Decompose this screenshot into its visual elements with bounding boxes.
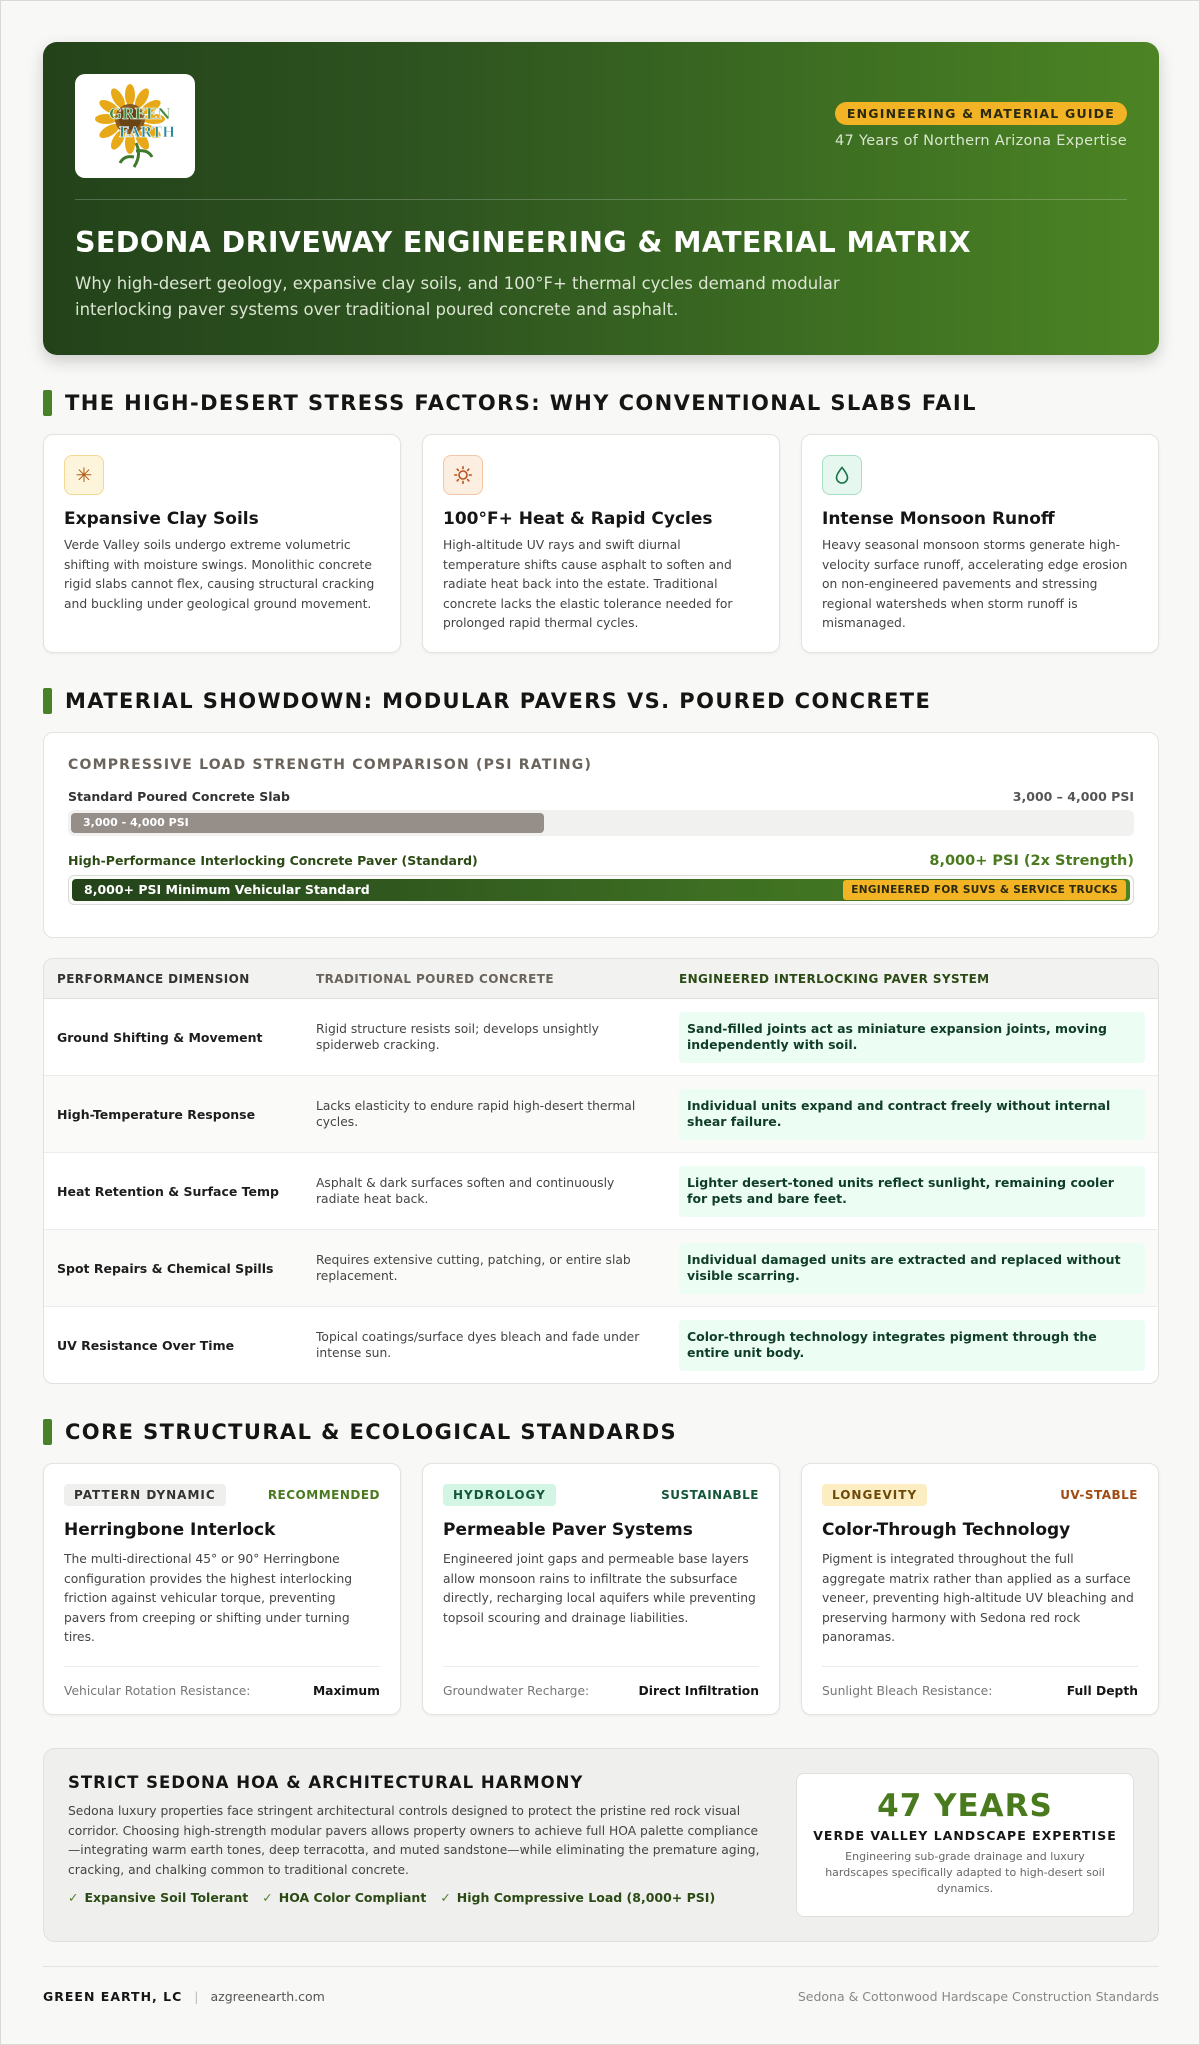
metric-label: Sunlight Bleach Resistance: bbox=[822, 1683, 993, 1698]
page bbox=[1, 1, 1200, 2045]
stress-card-monsoon bbox=[801, 434, 1159, 653]
standards-cards bbox=[43, 1463, 1159, 1715]
metric-value: Direct Infiltration bbox=[638, 1683, 759, 1698]
stress-card-text: Verde Valley soils undergo extreme volumetric shifting with moisture swings. Monolithic concrete rigid slabs cannot flex, causing structural cracking and buckling under geological ground movement. bbox=[64, 538, 375, 611]
table-row bbox=[44, 1076, 1158, 1153]
stress-card-text: Heavy seasonal monsoon storms generate high-velocity surface runoff, accelerating edge erosion on non-engineered pavements and stressing regional watersheds when storm runoff is mismanaged. bbox=[822, 538, 1128, 630]
row-paver: Individual units expand and contract freely without internal shear failure. bbox=[679, 1089, 1145, 1140]
standard-status: RECOMMENDED bbox=[267, 1488, 380, 1502]
metric-value: Maximum bbox=[312, 1683, 380, 1698]
guide-badge: ENGINEERING & MATERIAL GUIDE bbox=[835, 102, 1127, 125]
stress-section-header bbox=[43, 389, 1159, 417]
table-row bbox=[44, 1307, 1158, 1383]
stress-cards bbox=[43, 434, 1159, 653]
table-row bbox=[44, 999, 1158, 1076]
hoa-content bbox=[68, 1773, 768, 1941]
asterisk-icon: ✳ bbox=[64, 455, 104, 495]
stress-card-title: Expansive Clay Soils bbox=[64, 509, 259, 529]
standard-metric bbox=[822, 1666, 1138, 1714]
footer-website-link[interactable]: azgreenearth.com bbox=[210, 1989, 325, 2004]
section-accent-bar bbox=[43, 688, 52, 714]
hoa-check-label: HOA Color Compliant bbox=[278, 1890, 427, 1905]
standard-text: Engineered joint gaps and permeable base layers allow monsoon rains to infiltrate the subsurface directly, recharging local aquifers while preventing topsoil scouring and drainage liabilities. bbox=[443, 1552, 756, 1625]
standards-section-title: CORE STRUCTURAL & ECOLOGICAL STANDARDS bbox=[65, 1420, 678, 1444]
standard-card-color-through bbox=[801, 1463, 1159, 1715]
metric-value: Full Depth bbox=[1066, 1683, 1138, 1698]
comparison-table bbox=[43, 958, 1159, 1384]
hoa-text: Sedona luxury properties face stringent architectural controls designed to protect the pristine red rock visual corridor. Choosing high-strength modular pavers allows property owners to achieve full HOA palette compliance—integrating warm earth tones, deep terracotta, and muted sandstone—while eliminating the premature aging, cracking, and chalking common to traditional concrete. bbox=[68, 1804, 760, 1877]
showdown-section-header bbox=[43, 687, 1159, 715]
logo-text-earth: EARTH bbox=[118, 125, 176, 141]
engineered-chip: ENGINEERED FOR SUVS & SERVICE TRUCKS bbox=[843, 880, 1126, 900]
sunflower-logo-icon bbox=[90, 81, 180, 171]
stress-card-title: 100°F+ Heat & Rapid Cycles bbox=[443, 509, 713, 529]
standard-title: Color-Through Technology bbox=[822, 1520, 1071, 1540]
stress-card-text: High-altitude UV rays and swift diurnal temperature shifts cause asphalt to soften and radiate heat back into the estate. Traditional concrete lacks the elastic tolerance needed for prolonged rapid thermal cycles. bbox=[443, 538, 733, 630]
psi-caption: COMPRESSIVE LOAD STRENGTH COMPARISON (PSI RATING) bbox=[68, 757, 593, 773]
row-concrete: Rigid structure resists soil; develops unsightly spiderweb cracking. bbox=[316, 1021, 599, 1052]
hoa-check-item bbox=[68, 1890, 248, 1905]
standard-text: Pigment is integrated throughout the full aggregate matrix rather than applied as a surface veneer, preventing high-altitude UV bleaching and preserving harmony with Sedona red rock panoramas. bbox=[822, 1552, 1134, 1644]
paver-psi-track bbox=[68, 875, 1134, 905]
concrete-psi-bar: 3,000 - 4,000 PSI bbox=[71, 813, 544, 833]
row-concrete: Requires extensive cutting, patching, or entire slab replacement. bbox=[316, 1252, 631, 1283]
header-dimension: PERFORMANCE DIMENSION bbox=[57, 971, 250, 986]
footer-brand: GREEN EARTH, LC bbox=[43, 1989, 183, 2004]
row-paver: Sand-filled joints act as miniature expansion joints, moving independently with soil. bbox=[679, 1012, 1145, 1063]
standard-tag: PATTERN DYNAMIC bbox=[64, 1484, 226, 1506]
header-paver: ENGINEERED INTERLOCKING PAVER SYSTEM bbox=[679, 971, 990, 986]
stress-card-heat bbox=[422, 434, 780, 653]
row-concrete: Lacks elasticity to endure rapid high-desert thermal cycles. bbox=[316, 1098, 636, 1129]
metric-label: Vehicular Rotation Resistance: bbox=[64, 1683, 251, 1698]
row-paver: Individual damaged units are extracted and replaced without visible scarring. bbox=[679, 1243, 1145, 1294]
table-row bbox=[44, 1230, 1158, 1307]
expertise-box bbox=[796, 1773, 1134, 1917]
section-accent-bar bbox=[43, 390, 52, 416]
standard-tag: LONGEVITY bbox=[822, 1484, 927, 1506]
checkmark-icon: ✓ bbox=[68, 1890, 79, 1905]
table-header bbox=[44, 959, 1158, 999]
table-row bbox=[44, 1153, 1158, 1230]
stress-card-title: Intense Monsoon Runoff bbox=[822, 509, 1055, 529]
checkmark-icon: ✓ bbox=[440, 1890, 451, 1905]
hero-top bbox=[75, 74, 1127, 200]
showdown-section-title: MATERIAL SHOWDOWN: MODULAR PAVERS VS. POURED CONCRETE bbox=[65, 689, 932, 713]
footer-note: Sedona & Cottonwood Hardscape Construction Standards bbox=[797, 1989, 1159, 2004]
standard-status: SUSTAINABLE bbox=[661, 1488, 759, 1502]
expertise-title: VERDE VALLEY LANDSCAPE EXPERTISE bbox=[813, 1828, 1117, 1843]
standard-metric bbox=[64, 1666, 380, 1714]
row-paver: Color-through technology integrates pigment through the entire unit body. bbox=[679, 1320, 1145, 1371]
row-dimension: Heat Retention & Surface Temp bbox=[57, 1183, 280, 1199]
paver-psi-bar-text: 8,000+ PSI Minimum Vehicular Standard bbox=[84, 882, 370, 897]
page-subtitle: Why high-desert geology, expansive clay soils, and 100°F+ thermal cycles demand modular interlocking paver systems over traditional poured concrete and asphalt. bbox=[75, 274, 840, 319]
standard-text: The multi-directional 45° or 90° Herringbone configuration provides the highest interlocking friction against vehicular torque, preventing pavers from creeping or shifting under turning tires. bbox=[64, 1552, 353, 1644]
row-dimension: Ground Shifting & Movement bbox=[57, 1029, 263, 1045]
checkmark-icon: ✓ bbox=[262, 1890, 273, 1905]
concrete-psi-row bbox=[68, 789, 1134, 804]
hoa-checklist bbox=[68, 1890, 768, 1905]
page-title: SEDONA DRIVEWAY ENGINEERING & MATERIAL MATRIX bbox=[75, 226, 972, 259]
paver-psi-value: 8,000+ PSI (2x Strength) bbox=[929, 853, 1134, 869]
row-concrete: Asphalt & dark surfaces soften and continuously radiate heat back. bbox=[316, 1175, 615, 1206]
hero-right bbox=[835, 74, 1127, 149]
hoa-panel bbox=[43, 1748, 1159, 1942]
hero-banner bbox=[43, 42, 1159, 355]
concrete-psi-track bbox=[68, 810, 1134, 836]
row-concrete: Topical coatings/surface dyes bleach and fade under intense sun. bbox=[316, 1329, 640, 1360]
page-footer bbox=[43, 1966, 1159, 2026]
row-dimension: High-Temperature Response bbox=[57, 1106, 256, 1122]
psi-comparison-panel bbox=[43, 732, 1159, 938]
footer-divider: | bbox=[194, 1989, 199, 2004]
logo-text-green: GREEN bbox=[109, 105, 171, 123]
hoa-check-item bbox=[262, 1890, 426, 1905]
hero-years-line: 47 Years of Northern Arizona Expertise bbox=[835, 133, 1127, 149]
row-paver: Lighter desert-toned units reflect sunlight, remaining cooler for pets and bare feet. bbox=[679, 1166, 1145, 1217]
standard-tag: HYDROLOGY bbox=[443, 1484, 556, 1506]
standard-card-herringbone bbox=[43, 1463, 401, 1715]
expertise-text: Engineering sub-grade drainage and luxury hardscapes specifically adapted to high-desert soil dynamics. bbox=[825, 1850, 1105, 1895]
standard-metric bbox=[443, 1666, 759, 1714]
hoa-title: STRICT SEDONA HOA & ARCHITECTURAL HARMONY bbox=[68, 1773, 584, 1792]
hoa-check-item bbox=[440, 1890, 715, 1905]
standards-section-header bbox=[43, 1418, 1159, 1446]
hoa-check-label: High Compressive Load (8,000+ PSI) bbox=[456, 1890, 716, 1905]
standard-title: Herringbone Interlock bbox=[64, 1520, 276, 1540]
standard-status: UV-STABLE bbox=[1060, 1488, 1138, 1502]
paver-psi-label: High-Performance Interlocking Concrete Paver (Standard) bbox=[68, 853, 478, 868]
paver-psi-row bbox=[68, 853, 1134, 869]
hoa-check-label: Expansive Soil Tolerant bbox=[84, 1890, 249, 1905]
paver-psi-bar bbox=[72, 879, 1130, 901]
standard-card-permeable bbox=[422, 1463, 780, 1715]
section-accent-bar bbox=[43, 1419, 52, 1445]
concrete-psi-value: 3,000 – 4,000 PSI bbox=[1012, 789, 1134, 804]
sun-icon bbox=[443, 455, 483, 495]
stress-card-clay bbox=[43, 434, 401, 653]
row-dimension: UV Resistance Over Time bbox=[57, 1337, 235, 1353]
company-logo[interactable] bbox=[75, 74, 195, 178]
row-dimension: Spot Repairs & Chemical Spills bbox=[57, 1260, 274, 1276]
metric-label: Groundwater Recharge: bbox=[443, 1683, 590, 1698]
expertise-years: 47 YEARS bbox=[877, 1788, 1053, 1824]
standard-title: Permeable Paver Systems bbox=[443, 1520, 693, 1540]
water-drop-icon bbox=[822, 455, 862, 495]
stress-section-title: THE HIGH-DESERT STRESS FACTORS: WHY CONVENTIONAL SLABS FAIL bbox=[65, 391, 977, 415]
concrete-psi-label: Standard Poured Concrete Slab bbox=[68, 789, 290, 804]
header-concrete: TRADITIONAL POURED CONCRETE bbox=[316, 971, 554, 986]
